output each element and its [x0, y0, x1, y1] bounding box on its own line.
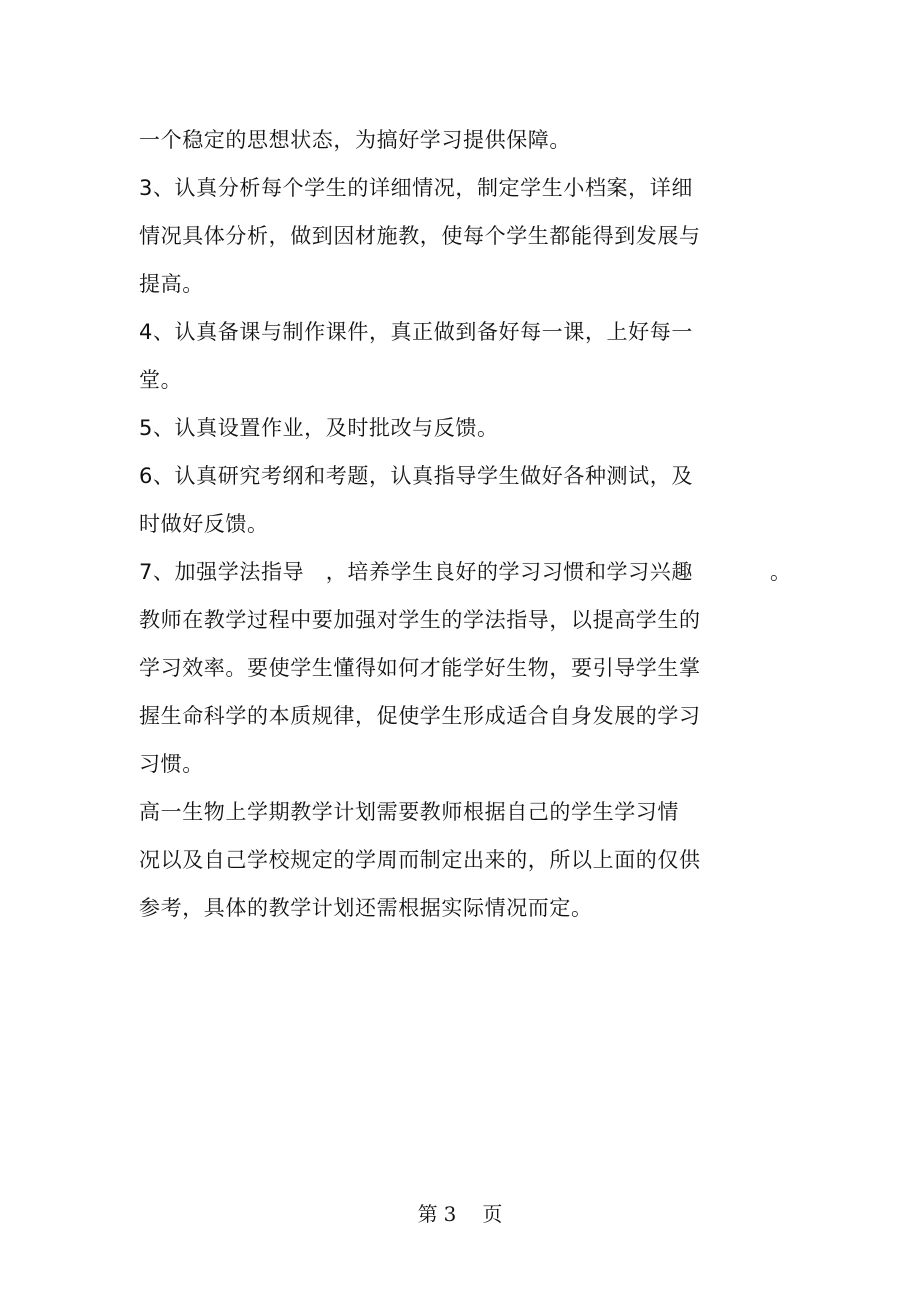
text-line-10: 7、加强学法指导 ，培养学生良好的学习习惯和学习兴趣: [139, 560, 693, 584]
text-line-1: 一个稳定的思想状态，为搞好学习提供保障。: [139, 128, 571, 152]
page-number-prefix: 第: [417, 1202, 438, 1226]
text-line-15: 高一生物上学期教学计划需要教师根据自己的学生学习情: [139, 800, 679, 824]
page-number: 3: [443, 1202, 457, 1226]
text-line-17: 参考，具体的教学计划还需根据实际情况而定。: [139, 896, 593, 920]
text-line-11: 教师在教学过程中要加强对学生的学法指导，以提高学生的: [139, 608, 701, 632]
text-line-6: 堂。: [139, 368, 183, 392]
text-line-13: 握生命科学的本质规律，促使学生形成适合自身发展的学习: [139, 704, 701, 728]
text-line-4: 提高。: [139, 272, 204, 296]
text-line-7: 5、认真设置作业，及时批改与反馈。: [139, 416, 499, 440]
text-line-16: 况以及自己学校规定的学周而制定出来的，所以上面的仅供: [139, 848, 701, 872]
page-number-suffix: 页: [482, 1202, 503, 1226]
text-line-14: 习惯。: [139, 752, 204, 776]
text-line-5: 4、认真备课与制作课件，真正做到备好每一课，上好每一: [139, 320, 693, 344]
text-line-2: 3、认真分析每个学生的详细情况，制定学生小档案，详细: [139, 176, 693, 200]
text-line-9: 时做好反馈。: [139, 512, 269, 536]
text-line-3: 情况具体分析，做到因材施教，使每个学生都能得到发展与: [139, 224, 701, 248]
text-line-12: 学习效率。要使学生懂得如何才能学好生物，要引导学生掌: [139, 656, 701, 680]
page-footer: [0, 1201, 920, 1227]
text-line-8: 6、认真研究考纲和考题，认真指导学生做好各种测试，及: [139, 464, 693, 488]
text-line-10-tail: 。: [770, 560, 791, 584]
